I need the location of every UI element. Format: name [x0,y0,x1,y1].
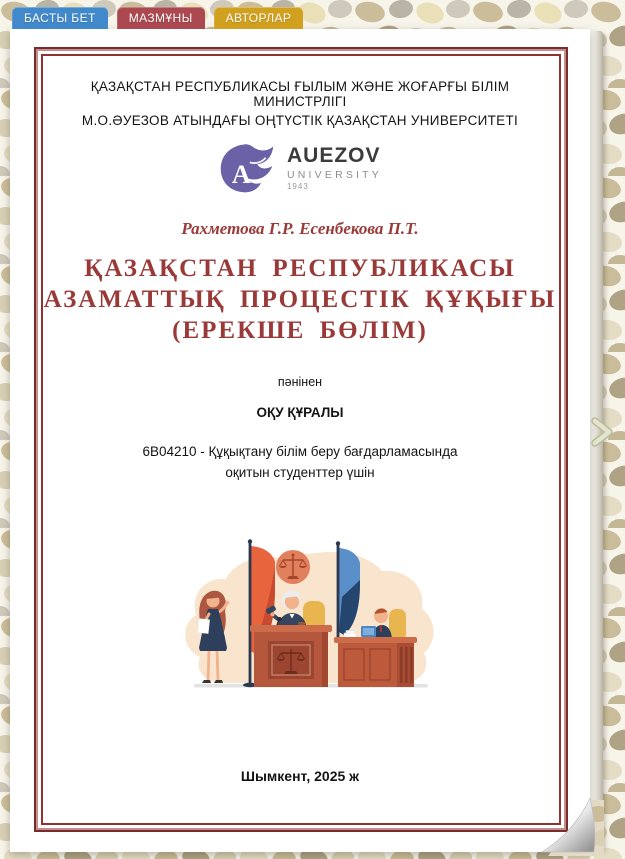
next-page-button[interactable] [589,415,615,449]
auezov-logo-bird-icon [218,141,276,195]
program-description [52,441,548,483]
ministry-heading: ҚАЗАҚСТАН РЕСПУБЛИКАСЫ ҒЫЛЫМ ЖӘНЕ ЖОҒАРҒЫ БІЛІМ МИНИСТРЛІГІ [90,79,510,109]
title-line-1: ҚАЗАҚСТАН РЕСПУБЛИКАСЫ [84,255,516,282]
title-line-3: (ЕРЕКШЕ БӨЛІМ) [172,317,428,344]
svg-text:A: A [231,159,251,189]
nav-tabs [12,7,303,29]
page-curl[interactable] [534,794,604,856]
tab-contents[interactable]: МАЗМҰНЫ [117,7,205,29]
program-line-2: оқитын студенттер үшін [225,465,375,480]
program-line-1: 6В04210 - Құқықтану білім беру бағдарламасында [142,444,458,459]
auezov-logo [10,139,590,197]
judge-bench [250,617,332,687]
book-title [38,253,562,346]
title-line-2: АЗАМАТТЫҚ ПРОЦЕСТІК ҚҰҚЫҒЫ [43,286,557,313]
logo-year: 1943 [286,182,309,191]
logo-subtitle: UNIVERSITY [286,169,382,181]
chevron-right-icon [589,415,615,449]
tab-home[interactable]: БАСТЫ БЕТ [12,7,108,29]
footer-imprint: Шымкент, 2025 ж [240,768,360,784]
subject-label: пәнінен [277,375,323,389]
tab-authors[interactable]: АВТОРЛАР [214,7,304,29]
courtroom-illustration [170,535,460,705]
authors-line: Рахметова Г.Р. Есенбекова П.Т. [181,219,419,238]
scales-badge-icon [276,550,310,584]
university-heading: М.О.ӘУЕЗОВ АТЫНДАҒЫ ОҢТҮСТІК ҚАЗАҚСТАН УНИВЕРСИТЕТІ [81,113,519,128]
logo-name: AUEZOV [286,144,381,167]
doc-type-label: ОҚУ ҚҰРАЛЫ [256,405,344,420]
book-page [10,29,590,852]
